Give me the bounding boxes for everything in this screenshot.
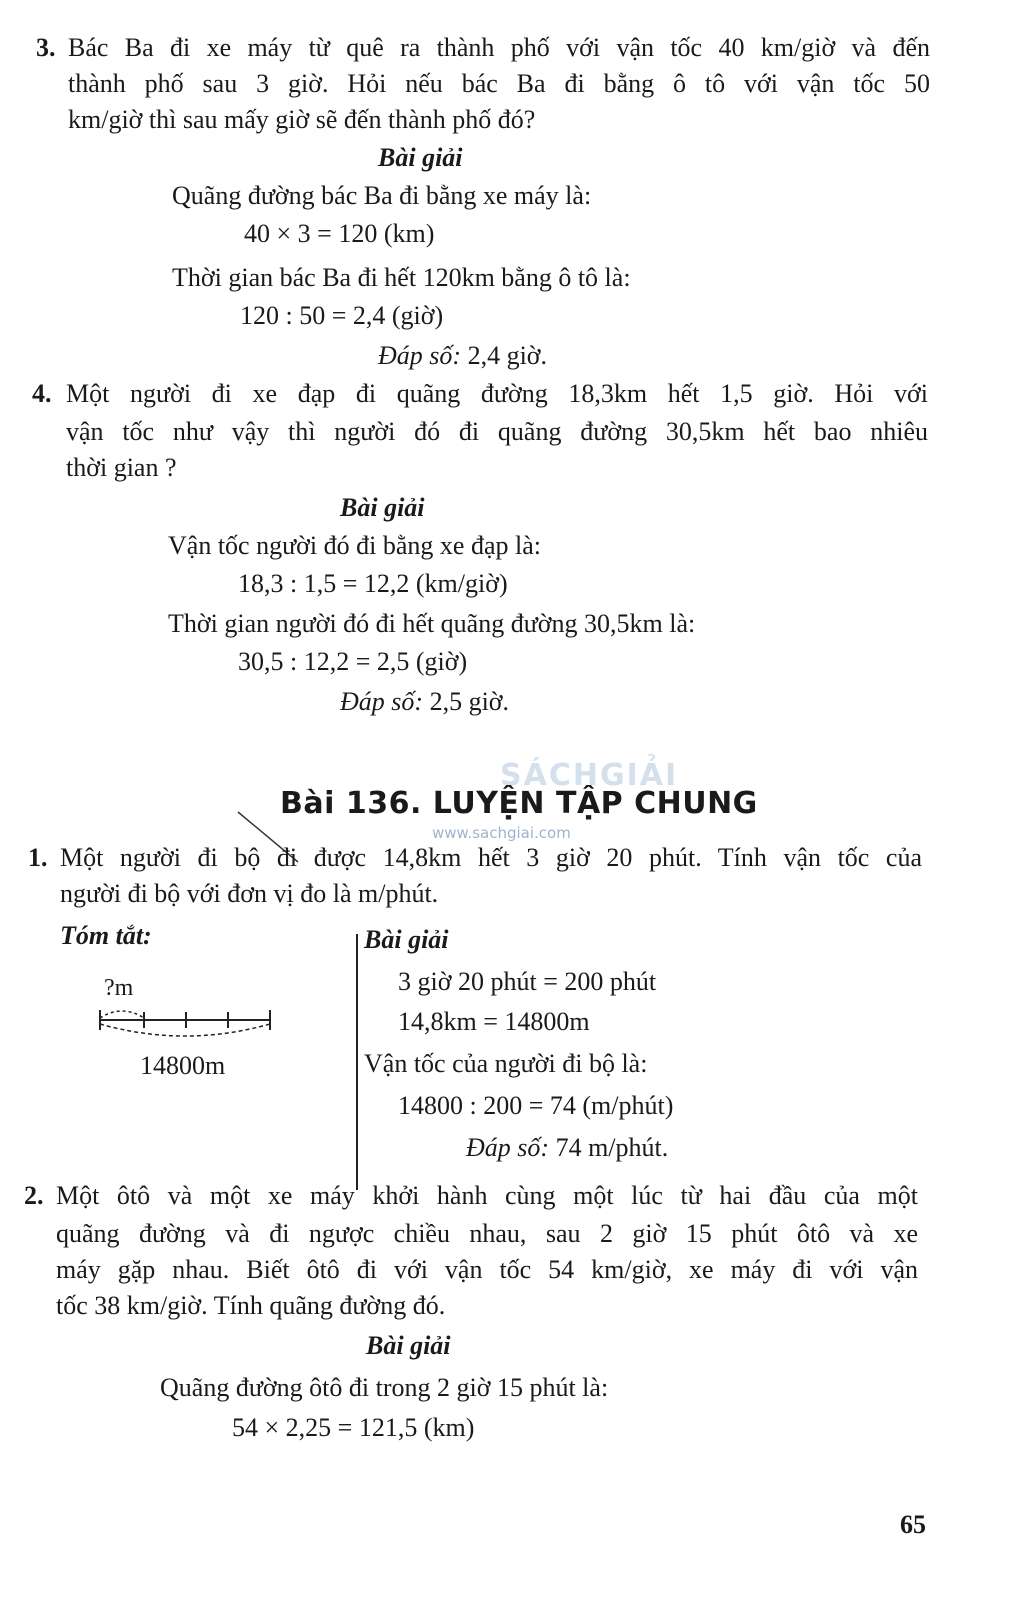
distance-diagram — [94, 1002, 276, 1042]
diagram-top-label: ?m — [104, 975, 134, 1001]
problem-text: thời gian ? — [66, 453, 177, 482]
watermark-logo: SÁCHGIẢI — [500, 758, 679, 793]
problem-text: vận tốc như vậy thì người đó đi quãng đường 30,5km hết bao nhiêu — [66, 417, 928, 446]
lesson-title: Bài 136. LUYỆN TẬP CHUNG — [280, 786, 758, 821]
solution-line: 40 × 3 = 120 (km) — [244, 219, 435, 248]
solution-line: 120 : 50 = 2,4 (giờ) — [240, 301, 444, 330]
answer-value: 74 m/phút. — [555, 1133, 669, 1162]
solution-line: 54 × 2,25 = 121,5 (km) — [232, 1413, 475, 1442]
problem-text: km/giờ thì sau mấy giờ sẽ đến thành phố đó? — [68, 105, 536, 134]
problem-text: Một ôtô và một xe máy khởi hành cùng một lúc từ hai đầu của một — [56, 1181, 918, 1210]
solution-line: 30,5 : 12,2 = 2,5 (giờ) — [238, 647, 468, 676]
solution-heading: Bài giải — [378, 143, 463, 172]
answer-label: Đáp số: — [340, 687, 424, 716]
answer-label: Đáp số: — [466, 1133, 550, 1162]
answer-value: 2,5 giờ. — [429, 687, 510, 716]
solution-line: Vận tốc của người đi bộ là: — [364, 1049, 648, 1078]
summary-label: Tóm tắt: — [60, 921, 152, 950]
problem-text: tốc 38 km/giờ. Tính quãng đường đó. — [56, 1291, 446, 1320]
problem-text: quãng đường và đi ngược chiều nhau, sau 2 giờ 15 phút ôtô và xe — [56, 1219, 918, 1248]
problem-text: Bác Ba đi xe máy từ quê ra thành phố với vận tốc 40 km/giờ và đến — [68, 33, 930, 62]
solution-line: 14800 : 200 = 74 (m/phút) — [398, 1091, 674, 1120]
answer — [466, 1132, 668, 1164]
solution-heading: Bài giải — [366, 1331, 451, 1360]
solution-line: Thời gian người đó đi hết quãng đường 30,5km là: — [168, 609, 696, 638]
problem-text: người đi bộ với đơn vị đo là m/phút. — [60, 879, 439, 908]
page-number: 65 — [900, 1510, 926, 1539]
solution-line: 14,8km = 14800m — [398, 1007, 590, 1036]
problem-text: Một người đi bộ đi được 14,8km hết 3 giờ 20 phút. Tính vận tốc của — [60, 843, 922, 872]
solution-heading: Bài giải — [340, 493, 425, 522]
problem-number: 3. — [36, 33, 56, 62]
watermark-url: www.sachgiai.com — [432, 824, 571, 842]
problem-number: 4. — [32, 379, 52, 408]
column-divider — [356, 934, 358, 1190]
problem-number: 2. — [24, 1181, 44, 1210]
solution-line: Quãng đường ôtô đi trong 2 giờ 15 phút là: — [160, 1373, 609, 1402]
solution-line: Thời gian bác Ba đi hết 120km bằng ô tô là: — [172, 263, 631, 292]
problem-text: thành phố sau 3 giờ. Hỏi nếu bác Ba đi bằng ô tô với vận tốc 50 — [68, 69, 930, 98]
answer — [340, 686, 509, 718]
problem-text: Một người đi xe đạp đi quãng đường 18,3km hết 1,5 giờ. Hỏi với — [66, 379, 928, 408]
answer-value: 2,4 giờ. — [467, 341, 548, 370]
solution-line: Vận tốc người đó đi bằng xe đạp là: — [168, 531, 541, 560]
solution-line: 18,3 : 1,5 = 12,2 (km/giờ) — [238, 569, 508, 598]
problem-number: 1. — [28, 843, 48, 872]
solution-line: 3 giờ 20 phút = 200 phút — [398, 967, 657, 996]
diagram-bottom-label: 14800m — [140, 1051, 226, 1080]
answer-label: Đáp số: — [378, 341, 462, 370]
solution-heading: Bài giải — [364, 925, 449, 954]
solution-line: Quãng đường bác Ba đi bằng xe máy là: — [172, 181, 592, 210]
problem-text: máy gặp nhau. Biết ôtô đi với vận tốc 54 km/giờ, xe máy đi với vận — [56, 1255, 918, 1284]
answer — [378, 340, 547, 372]
